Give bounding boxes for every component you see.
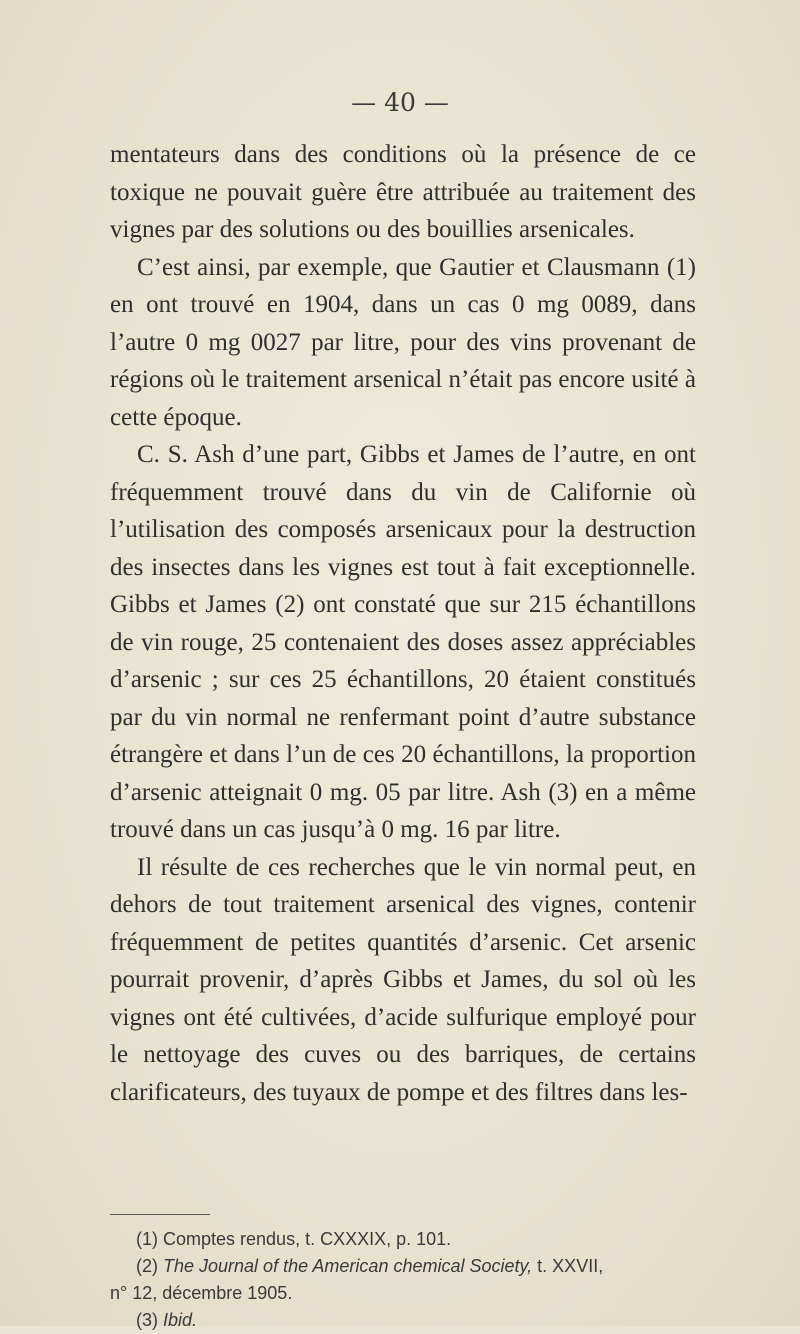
footnote-2-volume: t. XXVII,: [532, 1256, 604, 1276]
paragraph-gautier-clausmann: C’est ainsi, par exemple, que Gautier et Clausmann (1) en ont trouvé en 1904, dans un cas 0 mg 0089, dans l’autre 0 mg 0027 par litre, pour des vins provenant de régions où le traitement arsenical n’était pas encore usité à cette époque.: [110, 253, 696, 431]
footnotes: [110, 1226, 696, 1334]
footnote-2-journal-title: The Journal of the American chemical Society,: [163, 1256, 533, 1276]
footnote-2: [110, 1253, 696, 1280]
footnote-divider: [110, 1214, 210, 1215]
paragraph-ash-gibbs-james: C. S. Ash d’une part, Gibbs et James de l’autre, en ont fréquemment trouvé dans du vin de Californie où l’utilisation des composés arsenicaux pour la destruction des insectes dans les vignes est tout à fait exceptionnelle. Gibbs et James (2) ont constaté que sur 215 échantillons de vin rouge, 25 contenaient des doses assez appréciables d’arsenic ; sur ces 25 échantillons, 20 étaient constitués par du vin normal ne renfermant point d’autre substance étrangère et dans l’un de ces 20 échantillons, la proportion d’arsenic atteignait 0 mg. 05 par litre. Ash (3) en a même trouvé dans un cas jusqu’à 0 mg. 16 par litre.: [110, 441, 696, 843]
footnote-3-ibid: Ibid.: [163, 1310, 198, 1330]
footnote-3: [110, 1307, 696, 1334]
body-text: [110, 136, 696, 1111]
footnote-2-number: (2): [136, 1256, 163, 1276]
footnote-2-continuation: n° 12, décembre 1905.: [110, 1283, 293, 1303]
paragraph-continuation: mentateurs dans des conditions où la présence de ce toxique ne pouvait guère être attribuée au traitement des vignes par des solutions ou des bouillies arsenicales.: [110, 141, 696, 243]
paragraph-conclusion: Il résulte de ces recherches que le vin normal peut, en dehors de tout traitement arsenical des vignes, contenir fréquemment de petites quantités d’arsenic. Cet arsenic pourrait provenir, d’après Gibbs et James, du sol où les vignes ont été cultivées, d’acide sulfurique employé pour le nettoyage des cuves ou des barriques, de certains clarificateurs, des tuyaux de pompe et des filtres dans les-: [110, 853, 696, 1106]
footnote-3-number: (3): [136, 1310, 163, 1330]
footnote-1: (1) Comptes rendus, t. CXXXIX, p. 101.: [136, 1229, 452, 1249]
page-number: — 40 —: [351, 88, 449, 117]
